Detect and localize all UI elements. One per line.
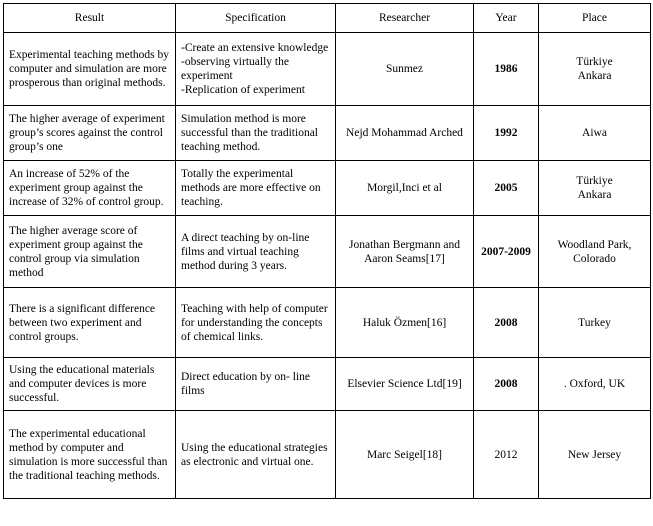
specification-line: -observing virtually the experiment [181, 56, 289, 82]
researcher-cell: Haluk Özmen[16] [336, 288, 474, 358]
header-researcher: Researcher [336, 4, 474, 33]
result-cell: The experimental educational method by computer and simulation is more successful than the traditional teaching methods. [4, 411, 176, 499]
year-cell: 1992 [474, 106, 539, 161]
header-place: Place [539, 4, 651, 33]
place-cell: New Jersey [539, 411, 651, 499]
header-row [4, 4, 651, 33]
place-cell: . Oxford, UK [539, 358, 651, 411]
specification-cell: Using the educational strategies as electronic and virtual one. [176, 411, 336, 499]
result-cell: An increase of 52% of the experiment group against the increase of 32% of control group. [4, 161, 176, 216]
result-cell: Using the educational materials and computer devices is more successful. [4, 358, 176, 411]
specification-cell: Totally the experimental methods are more effective on teaching. [176, 161, 336, 216]
researcher-cell: Jonathan Bergmann and Aaron Seams[17] [336, 216, 474, 288]
table-row [4, 411, 651, 499]
place-cell: Aiwa [539, 106, 651, 161]
year-cell: 2007-2009 [474, 216, 539, 288]
table-row [4, 161, 651, 216]
specification-line: -Replication of experiment [181, 84, 305, 96]
place-line: Ankara [577, 70, 612, 82]
result-cell: Experimental teaching methods by computer and simulation are more prosperous than original methods. [4, 33, 176, 106]
year-cell: 2012 [474, 411, 539, 499]
year-cell: 2005 [474, 161, 539, 216]
result-cell: There is a significant difference between two experiment and control groups. [4, 288, 176, 358]
table-row [4, 358, 651, 411]
specification-cell: A direct teaching by on-line films and virtual teaching method during 3 years. [176, 216, 336, 288]
researcher-cell: Morgil,Inci et al [336, 161, 474, 216]
result-cell: The higher average score of experiment group against the control group via simulation method [4, 216, 176, 288]
table-row [4, 33, 651, 106]
header-specification: Specification [176, 4, 336, 33]
table-row [4, 106, 651, 161]
place-cell [539, 161, 651, 216]
place-line: Ankara [577, 189, 612, 201]
researcher-cell: Nejd Mohammad Arched [336, 106, 474, 161]
researcher-cell: Marc Seigel[18] [336, 411, 474, 499]
place-cell [539, 33, 651, 106]
researcher-cell: Sunmez [336, 33, 474, 106]
place-line: Türkiye [576, 175, 613, 187]
table-row [4, 288, 651, 358]
year-cell: 2008 [474, 358, 539, 411]
specification-cell: Simulation method is more successful than the traditional teaching method. [176, 106, 336, 161]
specification-cell: Teaching with help of computer for understanding the concepts of chemical links. [176, 288, 336, 358]
specification-cell: Direct education by on- line films [176, 358, 336, 411]
specification-line: -Create an extensive knowledge [181, 42, 329, 54]
year-cell: 1986 [474, 33, 539, 106]
research-comparison-table [3, 3, 651, 499]
place-cell: Woodland Park, Colorado [539, 216, 651, 288]
place-line: Türkiye [576, 56, 613, 68]
year-cell: 2008 [474, 288, 539, 358]
place-cell: Turkey [539, 288, 651, 358]
header-result: Result [4, 4, 176, 33]
header-year: Year [474, 4, 539, 33]
result-cell: The higher average of experiment group’s scores against the control group’s one [4, 106, 176, 161]
researcher-cell: Elsevier Science Ltd[19] [336, 358, 474, 411]
specification-cell [176, 33, 336, 106]
table-row [4, 216, 651, 288]
